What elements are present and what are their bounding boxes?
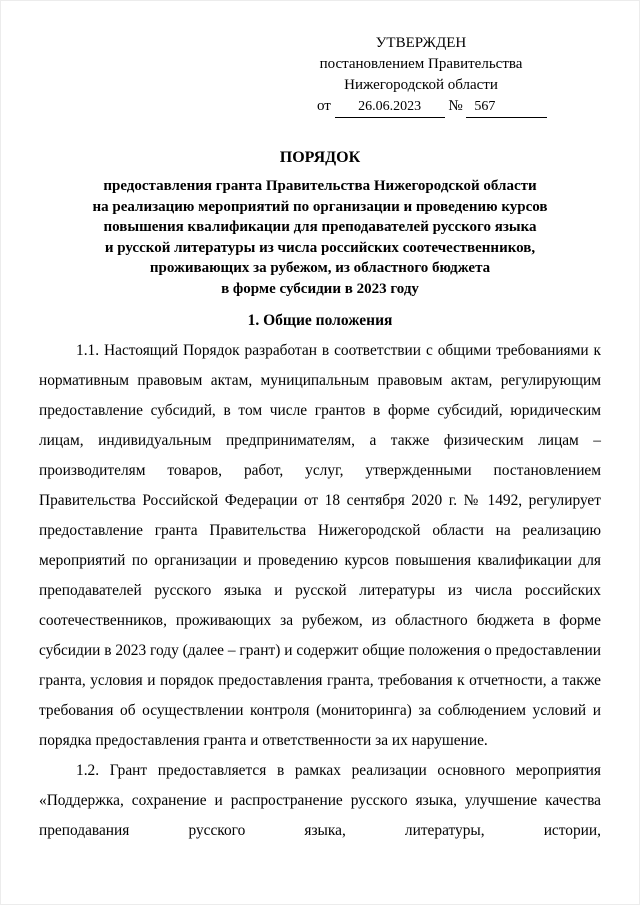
document-title-block bbox=[39, 148, 601, 299]
subtitle-line: на реализацию мероприятий по организации и проведению курсов bbox=[92, 198, 548, 215]
subtitle-line: проживающих за рубежом, из областного бюджета bbox=[149, 260, 491, 276]
section-heading-general: 1. Общие положения bbox=[247, 312, 393, 329]
paragraph-1-2: 1.2. Грант предоставляется в рамках реализации основного мероприятия «Поддержка, сохранение и распространение русского языка, улучшение качества преподавания русского языка, литературы, истории, bbox=[39, 762, 601, 839]
approval-block bbox=[315, 33, 527, 118]
subtitle-line: в форме субсидии в 2023 году bbox=[221, 280, 419, 297]
approval-date-label: от bbox=[317, 98, 331, 114]
subtitle-line: предоставления гранта Правительства Нижегородской области bbox=[103, 178, 537, 194]
document-subtitle bbox=[39, 176, 601, 299]
approval-number-value: 567 bbox=[466, 98, 547, 118]
subtitle-line: повышения квалификации для преподавателей русского языка bbox=[103, 219, 537, 235]
approval-date-value: 26.06.2023 bbox=[335, 98, 445, 118]
approval-line-resolution: постановлением Правительства bbox=[319, 56, 523, 72]
approval-reference bbox=[317, 96, 527, 118]
approval-line-region: Нижегородской области bbox=[344, 77, 498, 93]
approval-line-approved: УТВЕРЖДЕН bbox=[375, 35, 467, 51]
document-title-heading: ПОРЯДОК bbox=[279, 149, 361, 166]
subtitle-line: и русской литературы из числа российских соотечественников, bbox=[104, 239, 536, 256]
paragraph-1-1: 1.1. Настоящий Порядок разработан в соответствии с общими требованиями к нормативным правовым актам, муниципальным правовым актам, регулирующим предоставление субсидий, в том числе грантов в форме субсидий, юридическим лицам, индивидуальным предпринимателям, а также физическим лицам – производителям товаров, работ, услуг, утвержденными постановлением Правительства Российской Федерации от 18 сентября 2020 г. № 1492, регулирует предоставление гранта Правительства Нижегородской области на реализацию мероприятий по организации и проведению курсов повышения квалификации для преподавателей русского языка и русской литературы из числа российских соотечественников, проживающих за рубежом, из областного бюджета в форме субсидии в 2023 году (далее – грант) и содержит общие положения о предоставлении гранта, условия и порядок предоставления гранта, требования к отчетности, а также требования об осуществлении контроля (мониторинга) за соблюдением условий и порядка предоставления гранта и ответственности за их нарушение. bbox=[39, 342, 601, 749]
approval-number-label: № bbox=[448, 98, 463, 114]
